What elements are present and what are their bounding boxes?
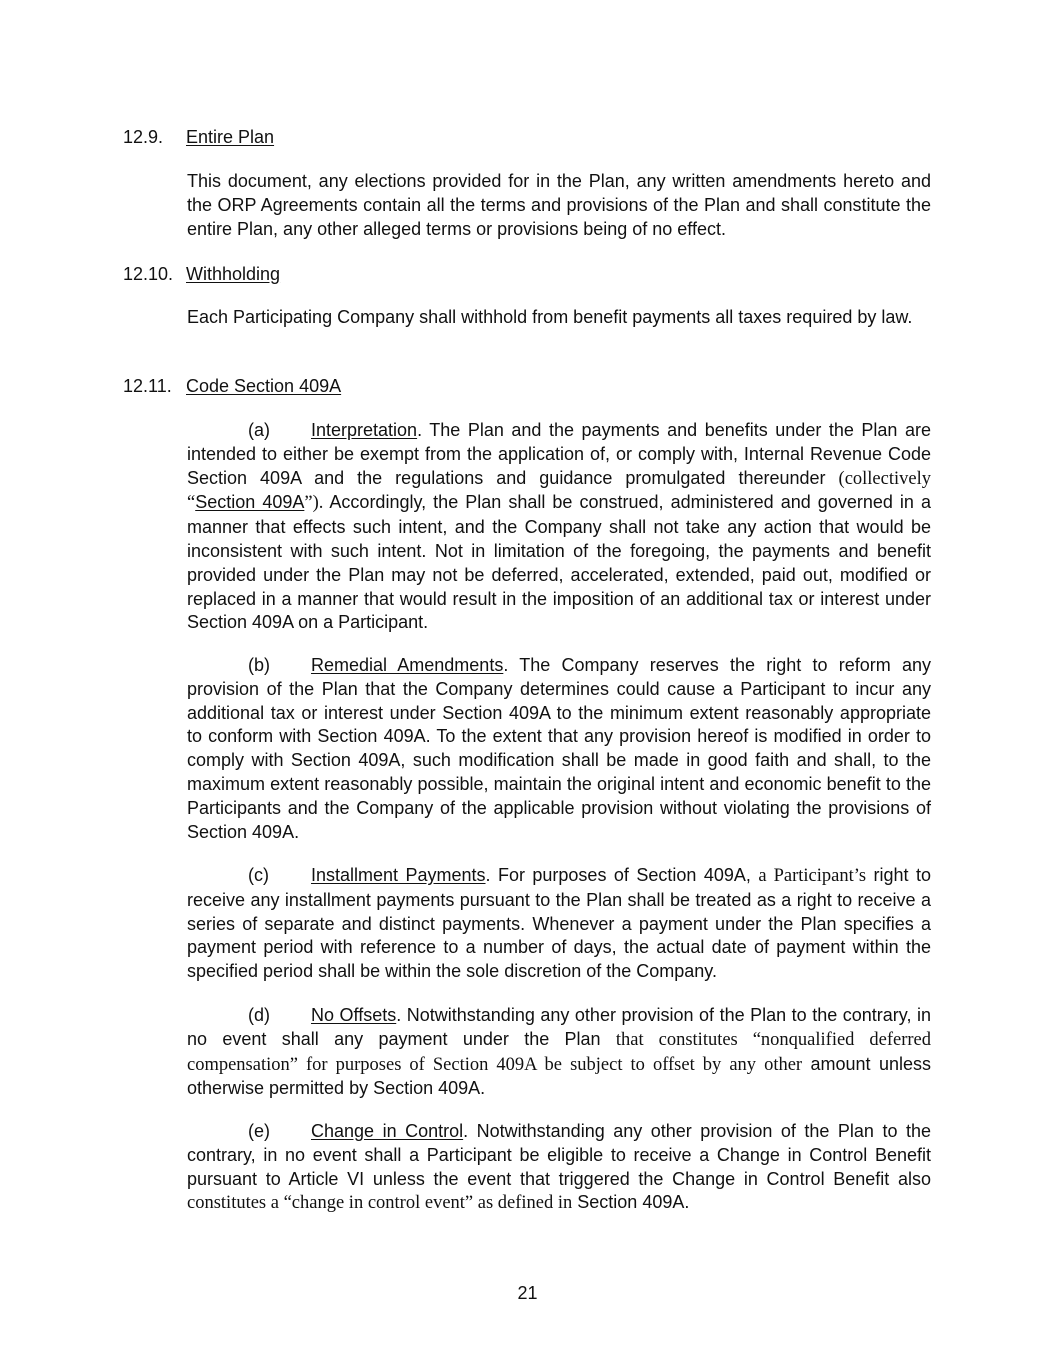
subsection-text: . The Plan and the payments and benefits under the Plan are intended to either be exempt from the application of, or comply with, Internal Revenue Code Section 409A and the regulations and guidance promulgated thereunder: [187, 420, 931, 488]
subsection-text-serif: ”).: [304, 493, 324, 514]
subsection-label: (d): [248, 1005, 270, 1025]
subsection-text-serif: (collectively “: [187, 468, 931, 514]
subsection-text-serif: constitutes a “change in control event” as defined in: [187, 1193, 573, 1214]
section-12-10-heading: [123, 262, 931, 286]
subsection-label: (a): [248, 420, 270, 440]
section-number: 12.10.: [123, 264, 174, 284]
subsection-e: [187, 1120, 931, 1216]
subsection-title: Remedial Amendments: [311, 655, 504, 675]
subsection-title: Installment Payments: [311, 865, 486, 885]
section-title: Withholding: [186, 264, 281, 284]
subsection-c: [187, 864, 931, 984]
subsection-text: Section 409A.: [572, 1192, 690, 1213]
subsection-b: [187, 654, 931, 844]
subsection-label: (e): [248, 1121, 270, 1141]
subsection-text: Accordingly, the Plan shall be construed, administered and governed in a manner that effects such intent, and the Company shall not take any action that would be inconsistent with such intent. Not in limitation of the foregoing, the payments and benefit provided under the Plan may not be deferred, accelerated, extended, paid out, modified or replaced in a manner that would result in the imposition of an additional tax or interest under Section 409A on a Participant.: [187, 492, 932, 633]
subsection-title: Interpretation: [311, 420, 418, 440]
subsection-text: . For purposes of Section 409A,: [485, 865, 759, 885]
section-title: Entire Plan: [186, 127, 275, 147]
section-12-10-body: Each Participating Company shall withhold from benefit payments all taxes required by law.: [187, 307, 913, 327]
section-12-9-heading: [123, 125, 931, 149]
page-number: 21: [517, 1283, 538, 1303]
subsection-text-serif: a Participant’s: [758, 866, 867, 886]
section-title: Code Section 409A: [186, 376, 342, 396]
subsection-d: [187, 1004, 931, 1101]
subsection-text: right to receive any installment payments pursuant to the Plan shall be treated as a right to receive a series of separate and distinct payments. Whenever a payment under the Plan specifies a payment period with reference to a number of days, the actual date of payment within the specified period shall be within the sole discretion of the Company.: [187, 865, 931, 982]
subsection-text-serif: that constitutes “nonqualified deferred compensation” for purposes of Section 409A be subject to offset by any other: [187, 1029, 932, 1075]
section-number: 12.11.: [123, 376, 172, 396]
section-12-11-heading: [123, 374, 931, 398]
subsection-text: . The Company reserves the right to reform any provision of the Plan that the Company determines could cause a Participant to incur any additional tax or interest under Section 409A to the minimum extent reasonably appropriate to conform with Section 409A. To the extent that any provision hereof is modified in order to comply with Section 409A, such modification shall be made in good faith and shall, to the maximum extent reasonably possible, maintain the original intent and economic benefit to the Participants and the Company of the applicable provision without violating the provisions of Section 409A.: [187, 655, 931, 842]
section-number: 12.9.: [123, 127, 164, 147]
subsection-a: [187, 419, 931, 635]
subsection-text: . Notwithstanding any other provision of the Plan to the contrary, in no event shall a Participant be eligible to receive a Change in Control Benefit pursuant to Article VI unless the event that triggered the Change in Control Benefit also: [187, 1121, 932, 1189]
subsection-text: amount unless otherwise permitted by Section 409A.: [187, 1053, 932, 1099]
subsection-title: No Offsets: [311, 1005, 397, 1025]
subsection-label: (b): [248, 655, 270, 675]
defined-term: Section 409A: [195, 492, 305, 513]
subsection-text: . Notwithstanding any other provision of the Plan to the contrary, in no event shall any payment under the Plan: [187, 1005, 931, 1049]
section-12-9-body: This document, any elections provided for in the Plan, any written amendments hereto and the ORP Agreements contain all the terms and provisions of the Plan and shall constitute the entire Plan, any other alleged terms or provisions being of no effect.: [187, 171, 931, 239]
subsection-label: (c): [248, 865, 269, 885]
subsection-title: Change in Control: [311, 1121, 464, 1141]
